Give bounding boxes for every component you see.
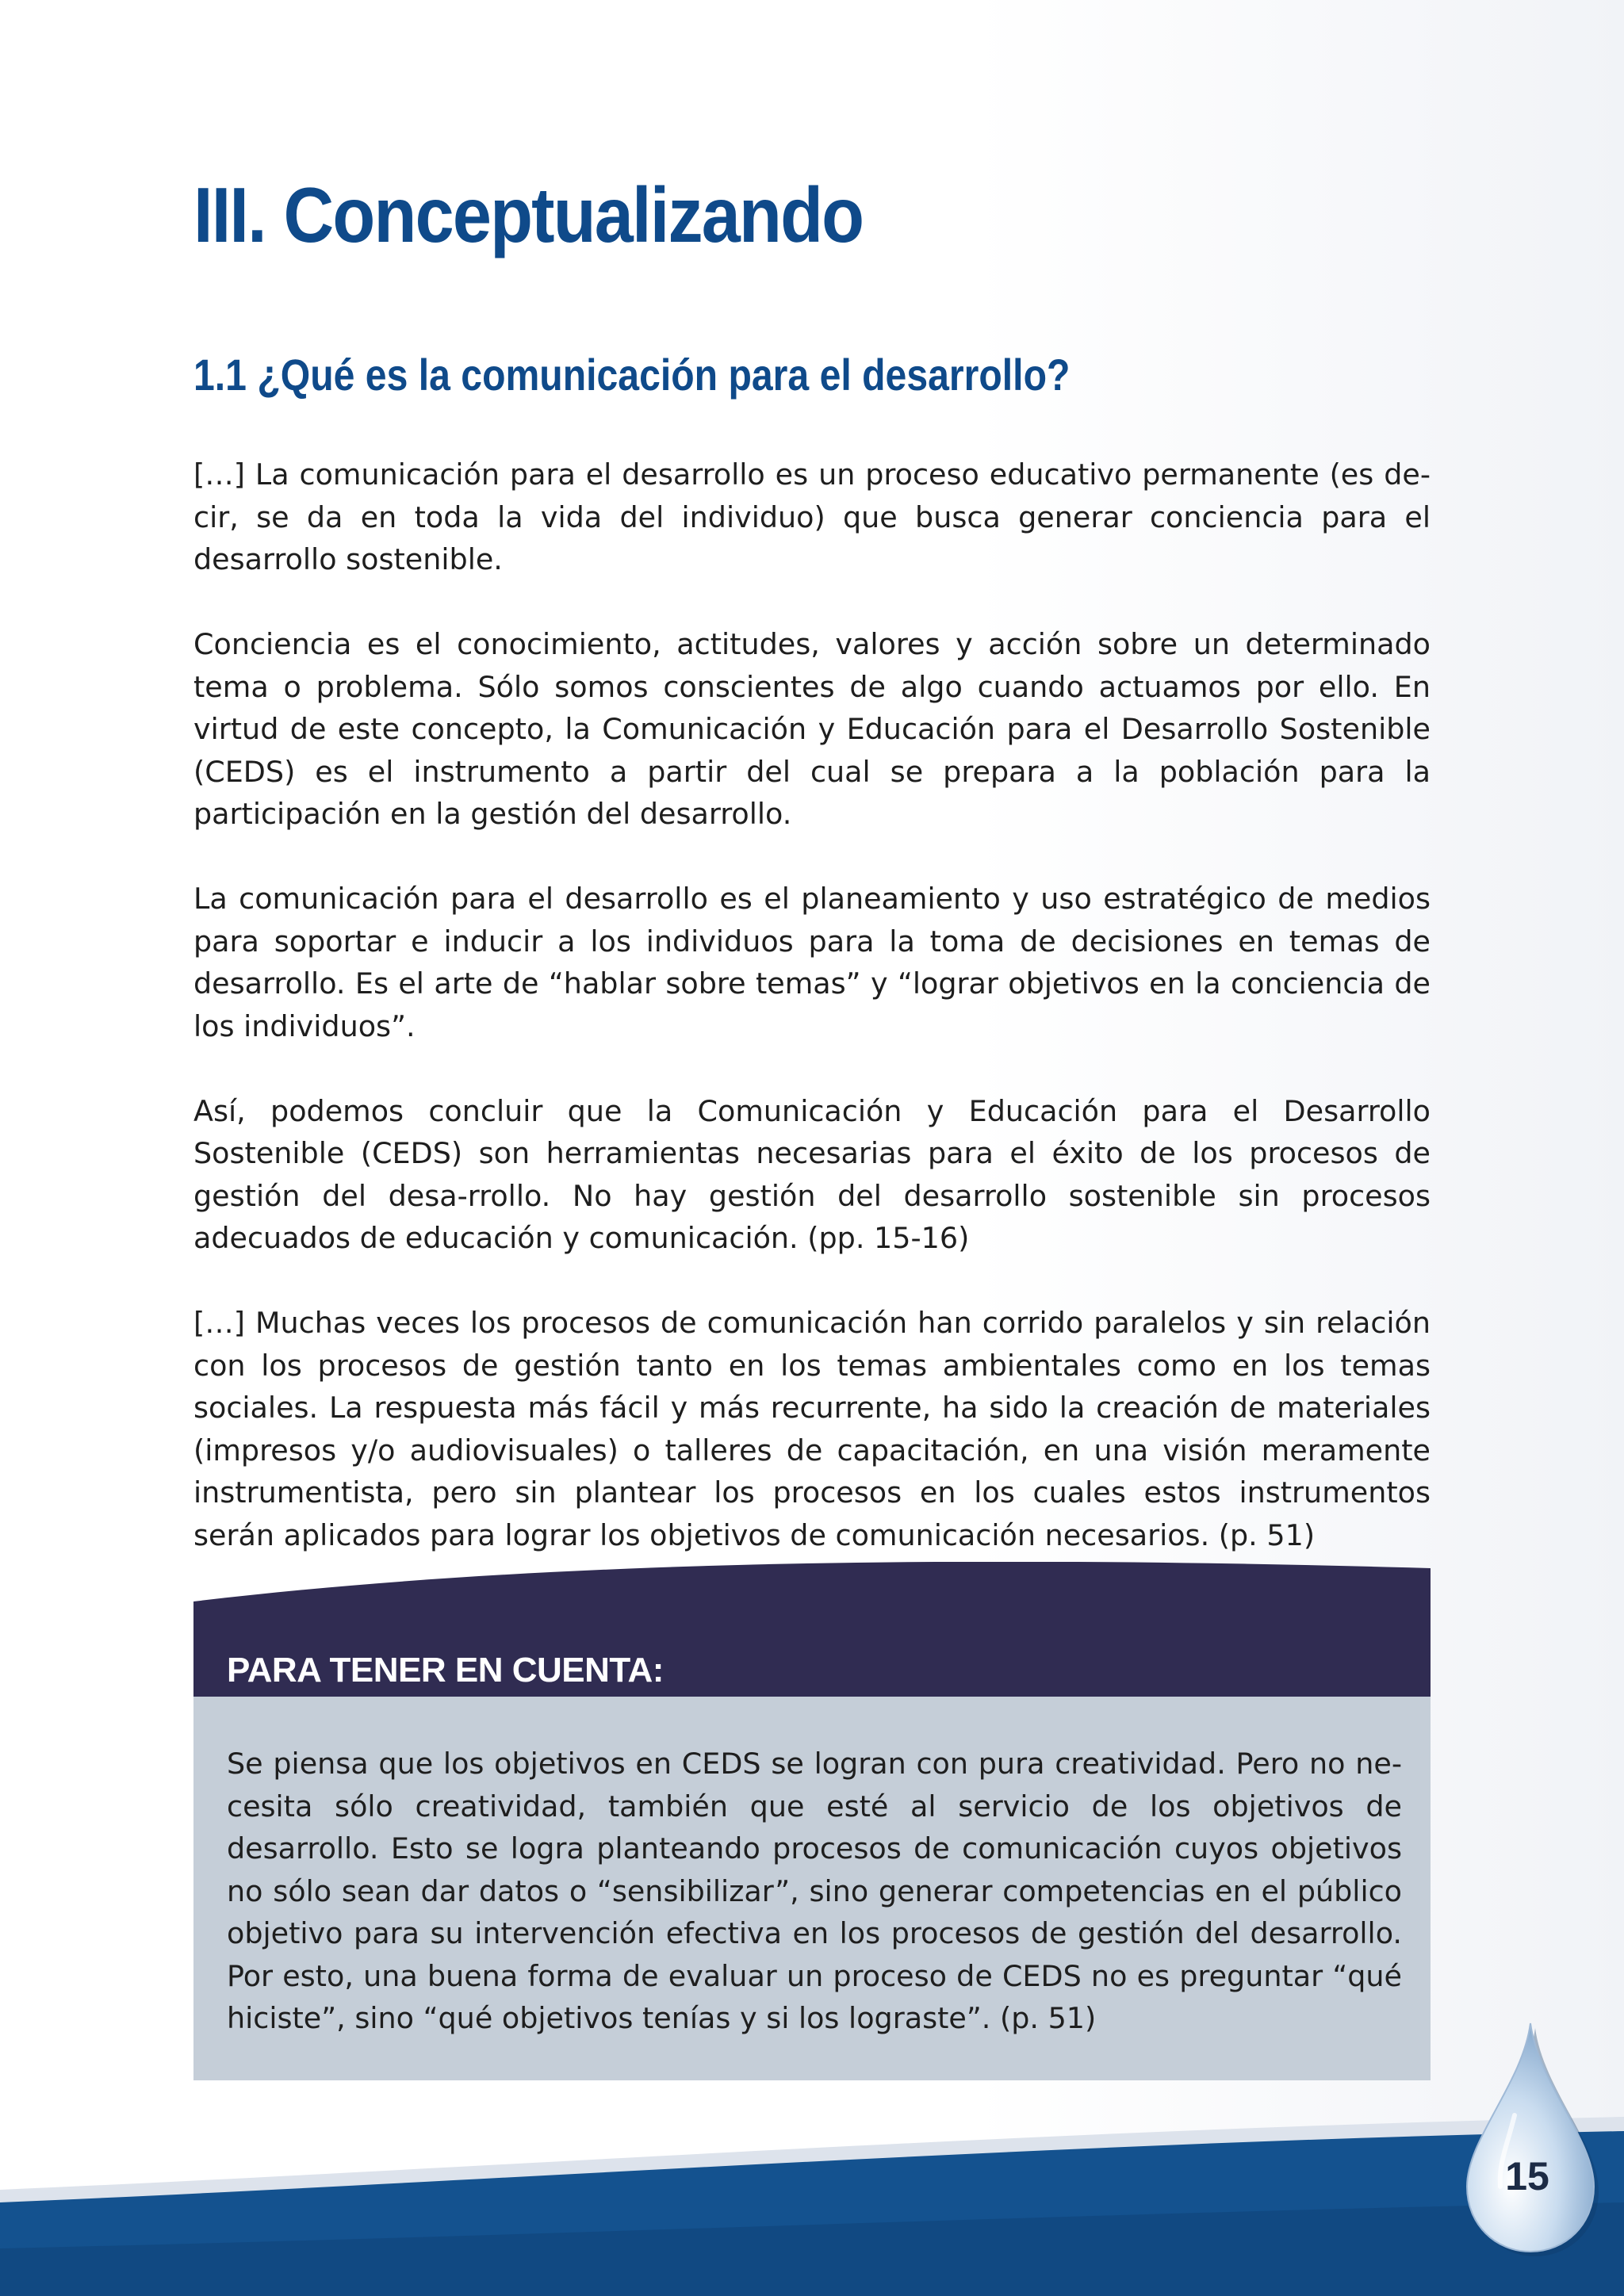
paragraph-4: Así, podemos concluir que la Comunicación y Educación para el Desarrollo Sostenible (CEDS) son herramientas necesarias para el éxito de los procesos de gestión del desa-rrollo. No hay gestión del desarrollo sostenible sin procesos adecuados de educación y comunicación. (pp. 15-16) (193, 1093, 1431, 1255)
footer-wave (0, 2093, 1624, 2296)
callout-text: Se piensa que los objetivos en CEDS se logran con pura creatividad. Pero no ne-cesita sólo creatividad, también que esté al servicio de los objetivos de desarrollo. Esto se logra planteando procesos de comunicación cuyos objetivos no sólo sean dar datos o “sensibilizar”, sino generar competencias en el público objetivo para su intervención efectiva en los procesos de gestión del desarrollo. Por esto, una buena forma de evaluar un proceso de CEDS no es preguntar “qué hiciste”, sino “qué objetivos tenías y si los lograste”. (p. 51) (227, 1747, 1402, 2035)
section-title: 1.1 ¿Qué es la comunicación para el desarrollo? (193, 350, 1071, 400)
chapter-title: III. Conceptualizando (193, 171, 864, 258)
callout-heading: PARA TENER EN CUENTA: (227, 1651, 664, 1689)
water-drop-icon (1459, 2020, 1602, 2258)
paragraph-1: […] La comunicación para el desarrollo es un proceso educativo permanente (es de-cir, se da en toda la vida del individuo) que busca generar conciencia para el desarrollo sostenible. (193, 457, 1431, 576)
paragraph-3: La comunicación para el desarrollo es el planeamiento y uso estratégico de medios para soportar e inducir a los individuos para la toma de decisiones en temas de desarrollo. Es el arte de “hablar sobre temas” y “lograr objetivos en la conciencia de los individuos”. (193, 882, 1431, 1043)
page-number: 15 (1505, 2154, 1549, 2198)
paragraph-5: […] Muchas veces los procesos de comunicación han corrido paralelos y sin relación con los procesos de gestión tanto en los temas ambientales como en los temas sociales. La respuesta más fácil y más recurrente, ha sido la creación de materiales (impresos y/o audiovisuales) o talleres de capacitación, en una visión meramente instrumentista, pero sin plantear los procesos en los cuales estos instrumentos serán aplicados para lograr los objetivos de comunicación necesarios. (p. 51) (193, 1306, 1431, 1552)
paragraph-2: Conciencia es el conocimiento, actitudes, valores y acción sobre un determinado tema o problema. Sólo somos conscientes de algo cuando actuamos por ello. En virtud de este concepto, la Comunicación y Educación para el Desarrollo Sostenible (CEDS) es el instrumento a partir del cual se prepara a la población para la participación en la gestión del desarrollo. (193, 627, 1431, 831)
body-text (193, 453, 1431, 1599)
